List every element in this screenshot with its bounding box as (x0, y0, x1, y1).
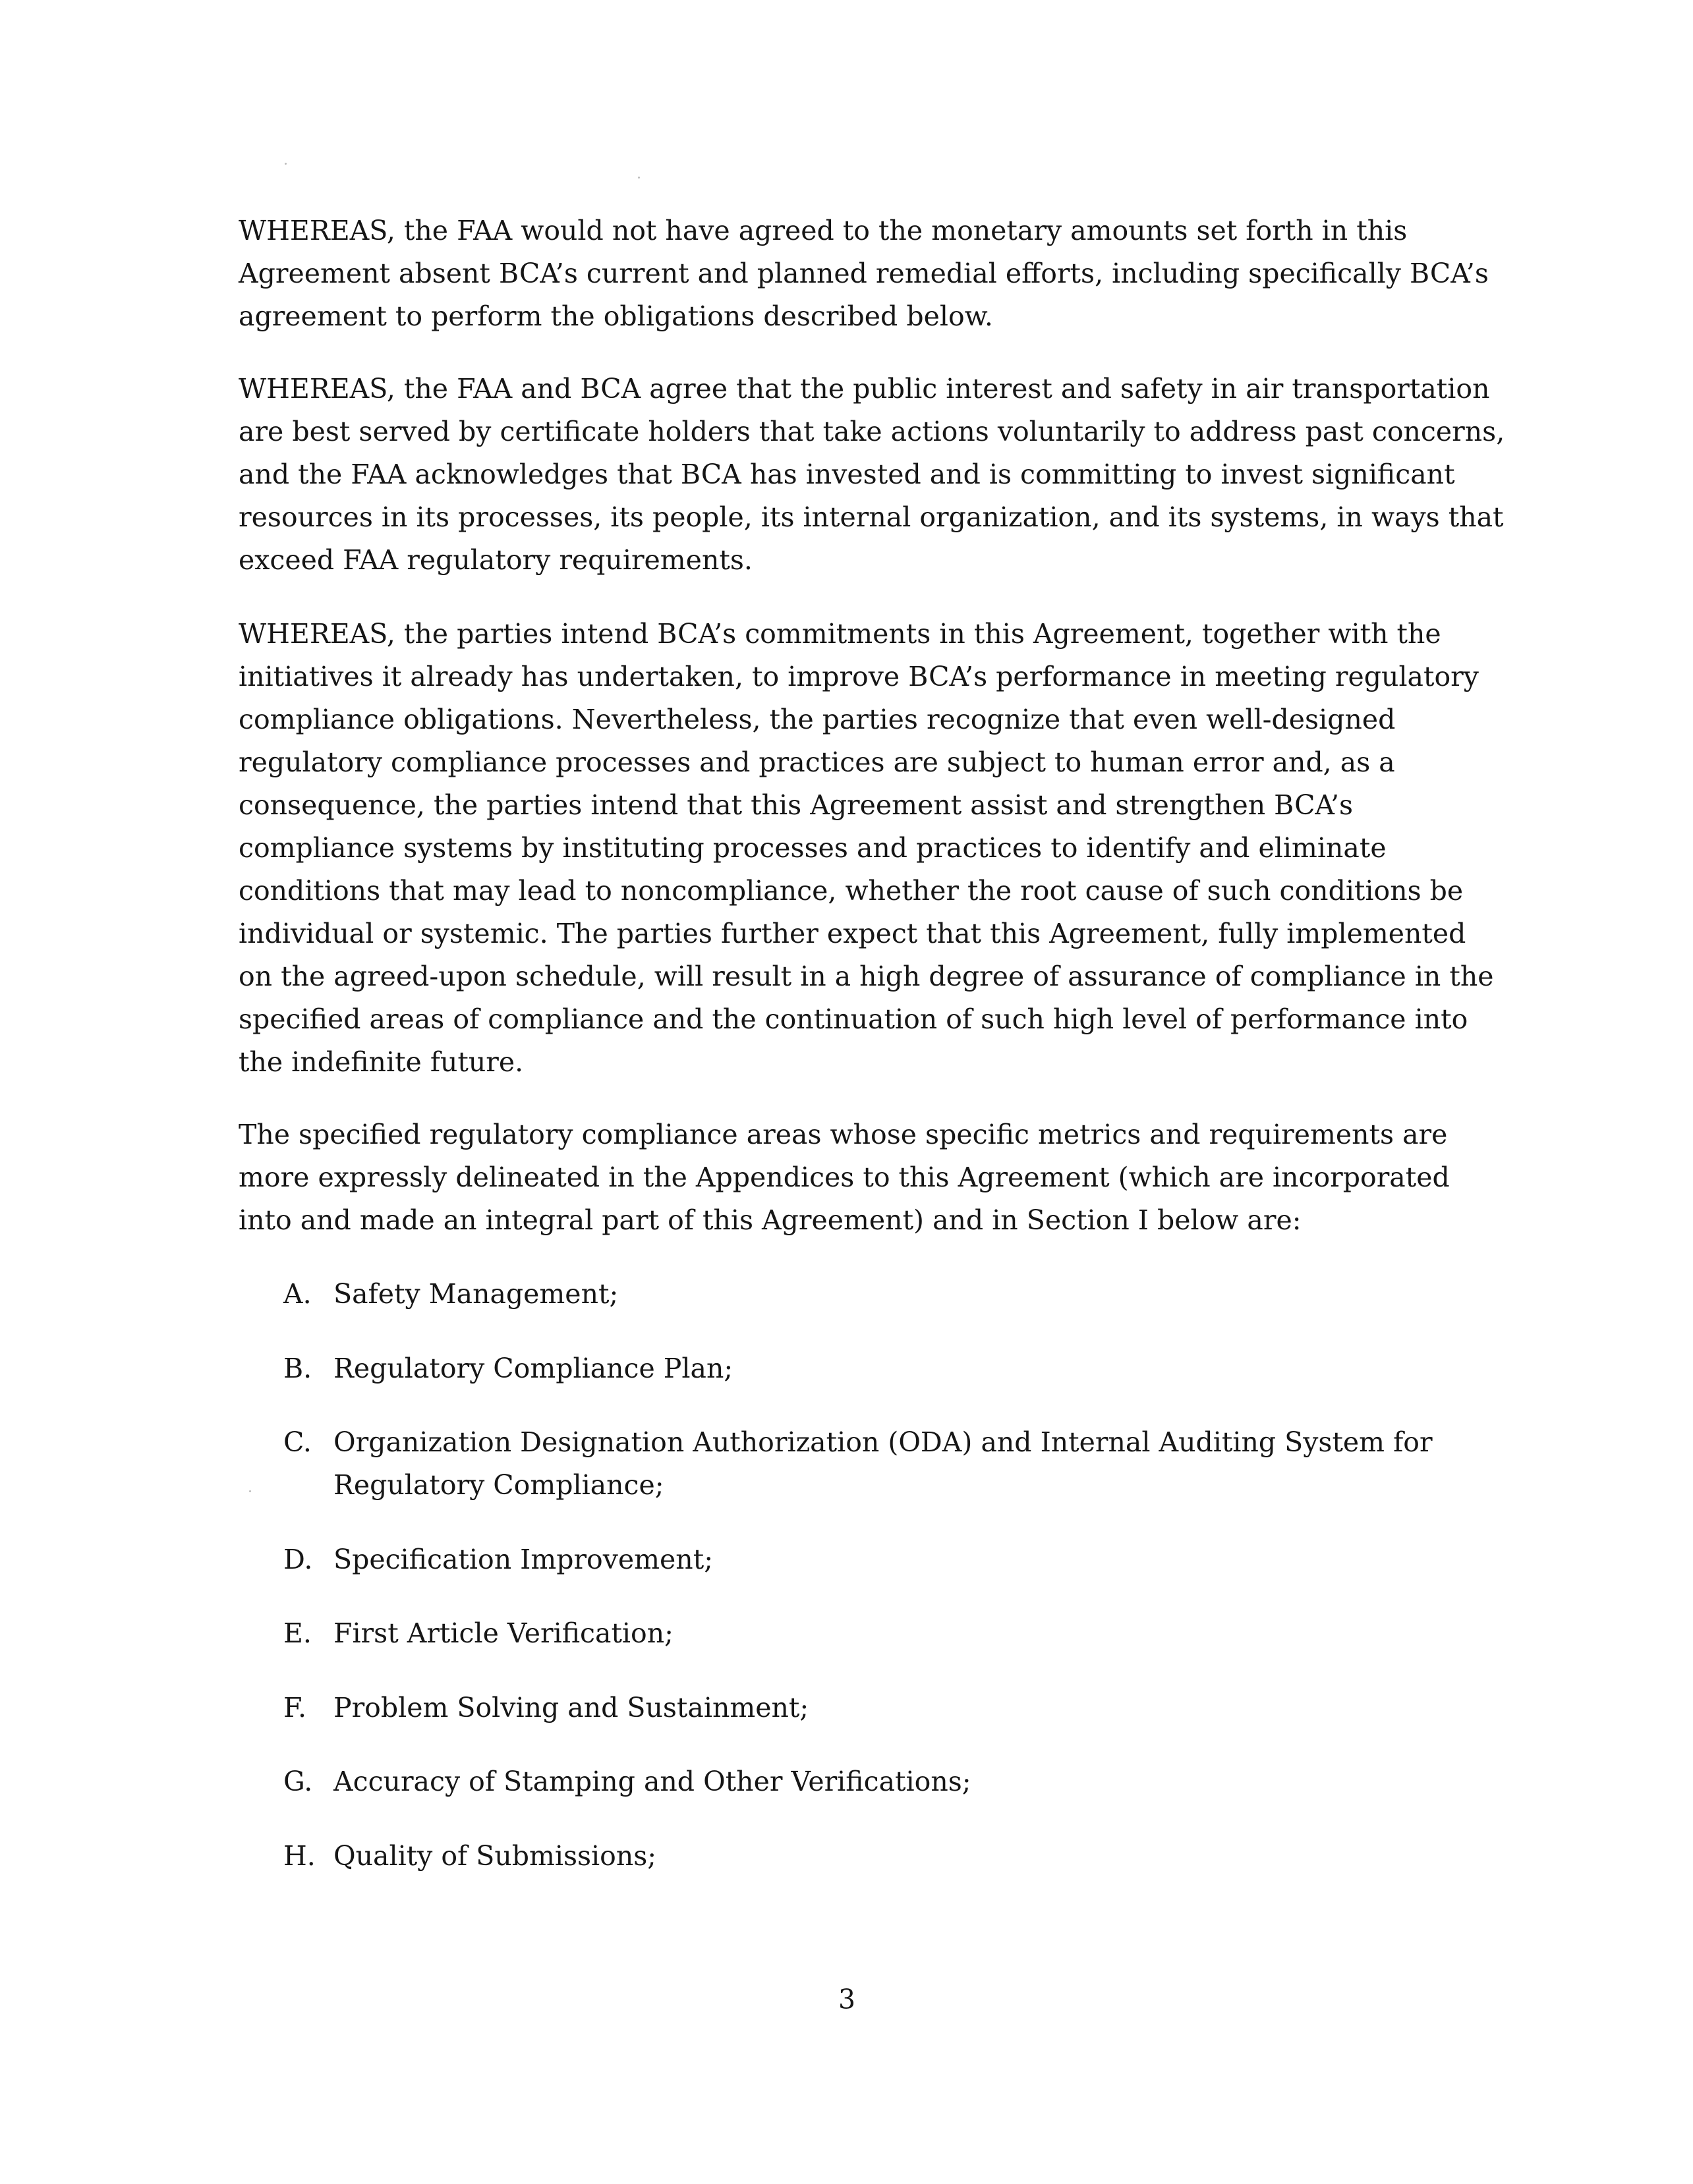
list-letter: B. (283, 1353, 312, 1384)
text-line: Quality of Submissions; (333, 1840, 657, 1872)
text-line: Safety Management; (333, 1278, 619, 1310)
text-line: Specification Improvement; (333, 1544, 714, 1575)
text-line: consequence, the parties intend that this Agreement assist and strengthen BCA’s (239, 789, 1354, 821)
text-line: initiatives it already has undertaken, to improve BCA’s performance in meeting regulatory (239, 661, 1479, 692)
list-text (333, 1687, 1467, 1729)
text-line: individual or systemic. The parties further expect that this Agreement, fully implemented (239, 918, 1466, 949)
text-line: conditions that may lead to noncompliance, whether the root cause of such conditions be (239, 875, 1464, 907)
text-line: regulatory compliance processes and practices are subject to human error and, as a (239, 746, 1395, 778)
text-line: more expressly delineated in the Appendices to this Agreement (which are incorporated (239, 1162, 1450, 1193)
text-line: compliance obligations. Nevertheless, the parties recognize that even well-designed (239, 704, 1396, 735)
list-text (333, 1421, 1467, 1507)
text-line: resources in its processes, its people, its internal organization, and its systems, in ways that (239, 501, 1504, 533)
text-line: compliance systems by instituting processes and practices to identify and eliminate (239, 832, 1387, 864)
text-line: WHEREAS, the parties intend BCA’s commitments in this Agreement, together with the (239, 618, 1441, 650)
text-line: exceed FAA regulatory requirements. (239, 544, 753, 576)
text-line: into and made an integral part of this Agreement) and in Section I below are: (239, 1204, 1302, 1236)
list-letter: A. (283, 1278, 312, 1310)
paragraph-whereas-monetary (239, 210, 1489, 338)
text-line: WHEREAS, the FAA and BCA agree that the public interest and safety in air transportation (239, 373, 1490, 405)
text-line: WHEREAS, the FAA would not have agreed to the monetary amounts set forth in this (239, 215, 1408, 246)
text-line: The specified regulatory compliance areas whose specific metrics and requirements are (239, 1119, 1448, 1150)
scan-speck (249, 1490, 251, 1492)
list-text (333, 1835, 1467, 1878)
text-line: Problem Solving and Sustainment; (333, 1692, 809, 1723)
paragraph-whereas-commitments (239, 613, 1494, 1084)
list-text (333, 1760, 1467, 1803)
list-text (333, 1273, 1467, 1316)
text-line: Organization Designation Authorization (ODA) and Internal Auditing System for (333, 1426, 1433, 1458)
list-letter: C. (283, 1426, 312, 1458)
scan-speck (285, 163, 287, 165)
text-line: on the agreed-upon schedule, will result in a high degree of assurance of compliance in the (239, 961, 1494, 992)
list-text (333, 1538, 1467, 1581)
text-line: agreement to perform the obligations described below. (239, 300, 993, 332)
text-line: Agreement absent BCA’s current and planned remedial efforts, including specifically BCA’s (239, 258, 1489, 289)
list-letter: H. (283, 1840, 316, 1872)
text-line: specified areas of compliance and the continuation of such high level of performance into (239, 1003, 1468, 1035)
list-letter: F. (283, 1692, 307, 1723)
list-letter: D. (283, 1544, 313, 1575)
scan-speck (638, 177, 640, 179)
list-letter: E. (283, 1617, 312, 1649)
text-line: the indefinite future. (239, 1046, 524, 1078)
list-text (333, 1612, 1467, 1655)
text-line: Regulatory Compliance; (333, 1469, 664, 1501)
list-text (333, 1347, 1467, 1390)
text-line: are best served by certificate holders that take actions voluntarily to address past concerns, (239, 416, 1505, 447)
list-letter: G. (283, 1766, 313, 1797)
text-line: Regulatory Compliance Plan; (333, 1353, 733, 1384)
paragraph-whereas-public-interest (239, 368, 1505, 582)
page-number: 3 (838, 1984, 856, 2015)
paragraph-compliance-areas-intro (239, 1113, 1478, 1242)
text-line: First Article Verification; (333, 1617, 674, 1649)
text-line: Accuracy of Stamping and Other Verifications; (333, 1766, 971, 1797)
text-line: and the FAA acknowledges that BCA has invested and is committing to invest significant (239, 459, 1455, 490)
